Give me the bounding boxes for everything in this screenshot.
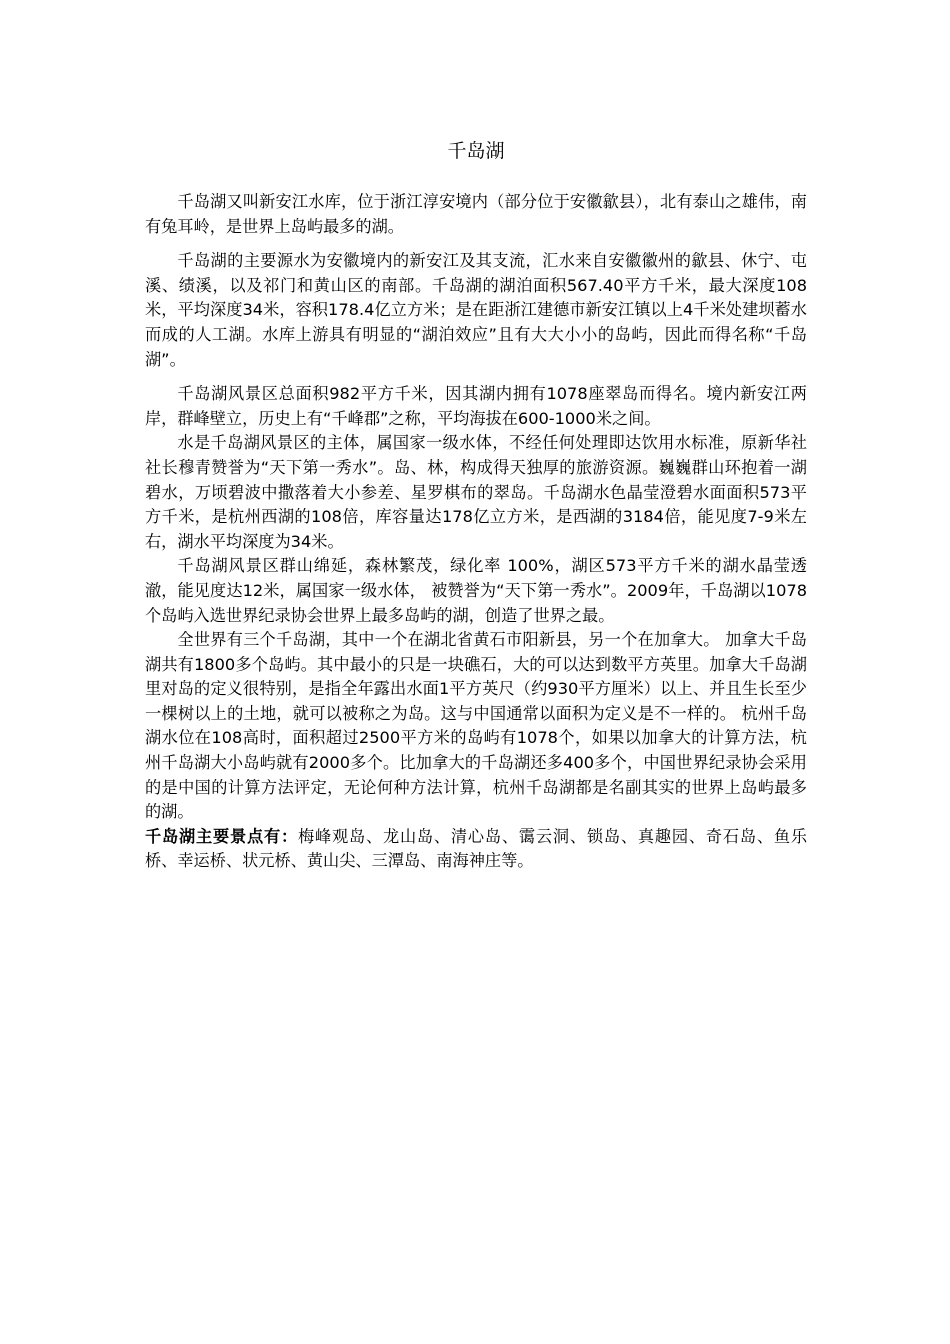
paragraph-scenic-area: 千岛湖风景区总面积982平方千米，因其湖内拥有1078座翠岛而得名。境内新安江两岸，群峰壁立，历史上有“千峰郡”之称，平均海拔在600-1000米之间。 <box>145 384 807 428</box>
paragraph-three-lakes: 全世界有三个千岛湖，其中一个在湖北省黄石市阳新县，另一个在加拿大。 加拿大千岛湖共有1800多个岛屿。其中最小的只是一块礁石，大的可以达到数平方英里。加拿大千岛湖里对岛的定义很特别，是指全年露出水面1平方英尺（约930平方厘米）以上、并且生长至少一棵树以上的土地，就可以被称之为岛。这与中国通常以面积为定义是不一样的。 杭州千岛湖水位在108高时，面积超过2500平方米的岛屿有1078个，如果以加拿大的计算方法，杭州千岛湖大小岛屿就有2000多个。比加拿大的千岛湖还多400多个，中国世界纪录协会采用的是中国的计算方法评定，无论何种方法计算，杭州千岛湖都是名副其实的世界上岛屿最多的湖。 <box>145 630 807 822</box>
document-page <box>145 136 807 874</box>
paragraph-intro: 千岛湖又叫新安江水库，位于浙江淳安境内（部分位于安徽歙县），北有泰山之雄伟，南有兔耳岭，是世界上岛屿最多的湖。 <box>145 192 807 236</box>
paragraph-water-quality: 水是千岛湖风景区的主体，属国家一级水体，不经任何处理即达饮用水标准，原新华社社长穆青赞誉为“天下第一秀水”。岛、林，构成得天独厚的旅游资源。巍巍群山环抱着一湖碧水，万顷碧波中撒落着大小参差、星罗棋布的翠岛。千岛湖水色晶莹澄碧水面面积573平方千米，是杭州西湖的108倍，库容量达178亿立方米，是西湖的3184倍，能见度7-9米左右，湖水平均深度为34米。 <box>145 433 807 551</box>
paragraph-attractions <box>145 825 807 874</box>
page-title: 千岛湖 <box>447 140 505 162</box>
paragraph-water-source: 千岛湖的主要源水为安徽境内的新安江及其支流，汇水来自安徽徽州的歙县、休宁、屯溪、绩溪，以及祁门和黄山区的南部。千岛湖的湖泊面积567.40平方千米，最大深度108米，平均深度34米，容积178.4亿立方米；是在距浙江建德市新安江镇以上4千米处建坝蓄水而成的人工湖。水库上游具有明显的“湖泊效应”且有大大小小的岛屿，因此而得名称“千岛湖”。 <box>145 251 807 369</box>
attractions-lead: 千岛湖主要景点有： <box>145 826 298 846</box>
paragraph-forest-record: 千岛湖风景区群山绵延，森林繁茂，绿化率 100%，湖区573平方千米的湖水晶莹透澈，能见度达12米，属国家一级水体， 被赞誉为“天下第一秀水”。2009年，千岛湖以1078个岛屿入选世界纪录协会世界上最多岛屿的湖，创造了世界之最。 <box>145 556 807 625</box>
attractions-list: 梅峰观岛、龙山岛、清心岛、霭云洞、锁岛、真趣园、奇石岛、鱼乐桥、幸运桥、状元桥、黄山尖、三潭岛、南海神庄等。 <box>145 826 808 871</box>
